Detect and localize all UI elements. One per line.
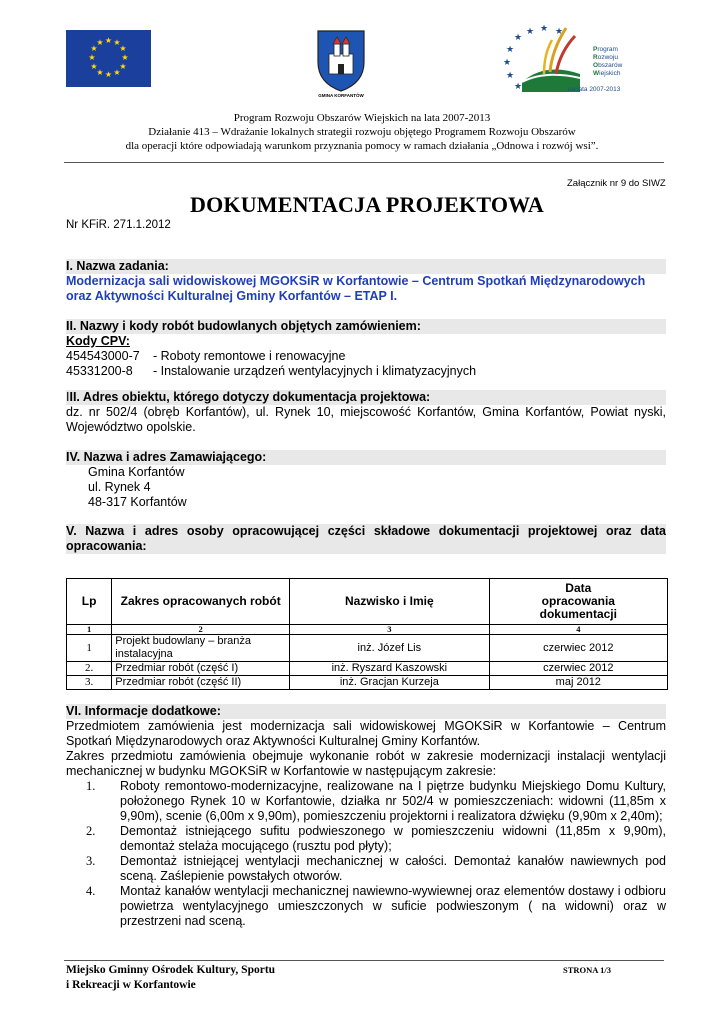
list-item xyxy=(66,779,666,824)
svg-text:★: ★ xyxy=(121,53,129,62)
cell-lp: 3. xyxy=(67,676,112,690)
section-authors xyxy=(66,524,666,554)
table-row xyxy=(67,676,668,690)
header-divider xyxy=(64,162,664,163)
prow-logo xyxy=(500,22,590,94)
column-number: 4 xyxy=(489,625,667,635)
cpv-subheading: Kody CPV: xyxy=(66,334,130,348)
section-object-address xyxy=(66,390,666,435)
svg-text:★: ★ xyxy=(540,24,549,34)
prow-logo-years: na lata 2007-2013 xyxy=(568,86,621,93)
list-text: Roboty remontowo-modernizacyjne, realizowane na I piętrze budynku Miejskiego Domu Kultury, położonego Rynek 10 w Korfantowie, działka nr 502/4 w pomieszczeniach: widowni (11,85m x 9,90m), scenie (6,00m x 9,90m), pomieszczeniu projektorni i realizatora dźwięku (9,90m x 2,40m); xyxy=(120,779,666,823)
annex-label: Załącznik nr 9 do SIWZ xyxy=(567,178,666,189)
reference-number: Nr KFiR. 271.1.2012 xyxy=(66,219,171,231)
section-heading: I. Nazwa zadania: xyxy=(66,259,666,274)
svg-text:★: ★ xyxy=(119,62,127,71)
list-text: Demontaż istniejącej wentylacji mechanicznej w całości. Demontaż kanałów nawiewnych pod sceną. Zaślepienie powstałych otworów. xyxy=(120,854,666,883)
footer-line: Miejsko Gminny Ośrodek Kultury, Sportu xyxy=(66,964,276,976)
cpv-description: - Instalowanie urządzeń wentylacyjnych i klimatyzacyjnych xyxy=(153,364,477,378)
svg-text:★: ★ xyxy=(514,82,523,92)
section-client xyxy=(66,450,666,510)
client-address xyxy=(66,465,666,510)
svg-text:★: ★ xyxy=(506,71,515,81)
cpv-code: 454543000-7 xyxy=(66,349,140,363)
footer-institution xyxy=(66,963,275,993)
cpv-code-row xyxy=(66,364,666,379)
cell-scope: Przedmiar robót (część I) xyxy=(112,662,290,676)
footer-line: i Rekreacji w Korfantowie xyxy=(66,979,196,991)
table-header-row xyxy=(67,579,668,625)
svg-text:★: ★ xyxy=(104,36,113,45)
svg-text:★: ★ xyxy=(514,33,523,43)
cell-name: inż. Gracjan Kurzeja xyxy=(290,676,490,690)
svg-text:★: ★ xyxy=(96,38,104,47)
table-row xyxy=(67,635,668,662)
prow-letter: P xyxy=(593,46,598,53)
prow-word: bszarów xyxy=(598,62,623,69)
prow-word: rogram xyxy=(597,46,618,53)
object-address-text: dz. nr 502/4 (obręb Korfantów), ul. Rynek 10, miejscowość Korfantów, Gmina Korfantów, Powiat nyski, Województwo opolskie. xyxy=(66,405,666,434)
prow-logo-text xyxy=(593,46,622,78)
cell-lp: 2. xyxy=(67,662,112,676)
eu-flag-logo xyxy=(66,30,151,87)
cpv-description: - Roboty remontowe i renowacyjne xyxy=(153,349,346,363)
footer-divider xyxy=(64,960,664,961)
list-number: 4. xyxy=(86,884,96,898)
list-item xyxy=(66,884,666,929)
cell-scope: Projekt budowlany – branża instalacyjna xyxy=(112,635,290,662)
heading-text: II. Adres obiektu, którego dotyczy dokumentacja projektowa: xyxy=(69,390,431,404)
svg-text:★: ★ xyxy=(88,53,96,62)
list-text: Montaż kanałów wentylacji mechanicznej nawiewno-wywiewnej oraz elementów dostawy i odbioru powietrza wentylacyjnego umieszczonych w suficie podwieszonym ( na widowni) oraz w przestrzeni nad sceną. xyxy=(120,884,666,928)
program-header-line: dla operacji które odpowiadają warunkom przyznania pomocy w ramach działania „Odnowa i rozwój wsi”. xyxy=(125,140,599,152)
authors-table xyxy=(66,578,668,690)
list-item xyxy=(66,854,666,884)
gmina-coat-of-arms-logo xyxy=(312,28,370,103)
column-header: Lp xyxy=(67,579,112,625)
section-heading: V. Nazwa i adres osoby opracowującej części składowe dokumentacji projektowej oraz data opracowania: xyxy=(66,524,666,553)
info-paragraph: Przedmiotem zamówienia jest modernizacja sali widowiskowej MGOKSiR w Korfantowie – Centrum Spotkań Międzynarodowych oraz Aktywności Kulturalnej Gminy Korfantów. xyxy=(66,719,666,748)
section-task-name xyxy=(66,259,666,304)
svg-text:★: ★ xyxy=(555,27,564,37)
column-number: 2 xyxy=(112,625,290,635)
page-number: STRONA 1/3 xyxy=(563,965,611,975)
heading-prefix: I xyxy=(66,390,70,404)
cell-date: maj 2012 xyxy=(489,676,667,690)
svg-text:★: ★ xyxy=(113,68,121,77)
column-header: Zakres opracowanych robót xyxy=(112,579,290,625)
section-cpv-codes xyxy=(66,319,666,379)
program-header-line: Program Rozwoju Obszarów Wiejskich na lata 2007-2013 xyxy=(233,112,491,124)
document-title: DOKUMENTACJA PROJEKTOWA xyxy=(190,192,544,217)
list-text: Demontaż istniejącego sufitu podwieszonego w pomieszczeniu widowni (11,85m x 9,90m), demontaż stelaża mocującego (rusztu pod płyty); xyxy=(120,824,666,853)
svg-text:★: ★ xyxy=(96,68,104,77)
client-address-line: Gmina Korfantów xyxy=(88,465,185,479)
list-number: 1. xyxy=(86,779,96,793)
prow-word: ozwoju xyxy=(597,54,618,61)
svg-text:★: ★ xyxy=(119,44,127,53)
prow-letter: R xyxy=(593,54,598,61)
column-number: 3 xyxy=(290,625,490,635)
list-item xyxy=(66,824,666,854)
task-name-text: Modernizacja sali widowiskowej MGOKSiR w Korfantowie – Centrum Spotkań Międzynarodowych oraz Aktywności Kulturalnej Gminy Korfantów – ETAP I. xyxy=(66,274,646,303)
info-paragraph: Zakres przedmiotu zamówienia obejmuje wykonanie robót w zakresie modernizacji instalacji wentylacji mechanicznej w budynku MGOKSiR w Korfantowie w następującym zakresie: xyxy=(66,749,666,778)
section-heading: II. Nazwy i kody robót budowlanych objętych zamówieniem: xyxy=(66,319,666,334)
cpv-code-row xyxy=(66,349,666,364)
cpv-code: 45331200-8 xyxy=(66,364,133,378)
column-header: Data opracowania dokumentacji xyxy=(489,579,667,625)
section-heading: IV. Nazwa i adres Zamawiającego: xyxy=(66,450,666,465)
section-heading xyxy=(66,390,666,405)
svg-text:★: ★ xyxy=(526,27,535,37)
prow-word: iejskich xyxy=(599,70,621,77)
list-number: 2. xyxy=(86,824,96,838)
svg-text:★: ★ xyxy=(506,45,515,55)
cell-date: czerwiec 2012 xyxy=(489,662,667,676)
cell-date: czerwiec 2012 xyxy=(489,635,667,662)
svg-text:★: ★ xyxy=(90,44,98,53)
program-header-line: Działanie 413 – Wdrażanie lokalnych strategii rozwoju objętego Programem Rozwoju Obszarów xyxy=(148,126,576,138)
column-number: 1 xyxy=(67,625,112,635)
section-additional-info xyxy=(66,704,666,929)
prow-letter: O xyxy=(593,62,599,69)
cell-name: inż. Józef Lis xyxy=(290,635,490,662)
cell-scope: Przedmiar robót (część II) xyxy=(112,676,290,690)
svg-text:★: ★ xyxy=(90,62,98,71)
column-number-row xyxy=(67,625,668,635)
column-header: Nazwisko i Imię xyxy=(290,579,490,625)
cell-lp: 1 xyxy=(67,635,112,662)
program-header xyxy=(64,111,660,153)
cell-name: inż. Ryszard Kaszowski xyxy=(290,662,490,676)
client-address-line: ul. Rynek 4 xyxy=(88,480,151,494)
eu-stars-icon xyxy=(66,30,151,87)
table-row xyxy=(67,662,668,676)
section-heading: VI. Informacje dodatkowe: xyxy=(66,704,666,719)
client-address-line: 48-317 Korfantów xyxy=(88,495,187,509)
svg-text:★: ★ xyxy=(113,38,121,47)
list-number: 3. xyxy=(86,854,96,868)
svg-text:★: ★ xyxy=(104,70,113,79)
gmina-logo-caption: GMINA KORFANTÓW xyxy=(318,93,364,98)
prow-letter: W xyxy=(593,70,600,77)
svg-text:★: ★ xyxy=(503,58,512,68)
